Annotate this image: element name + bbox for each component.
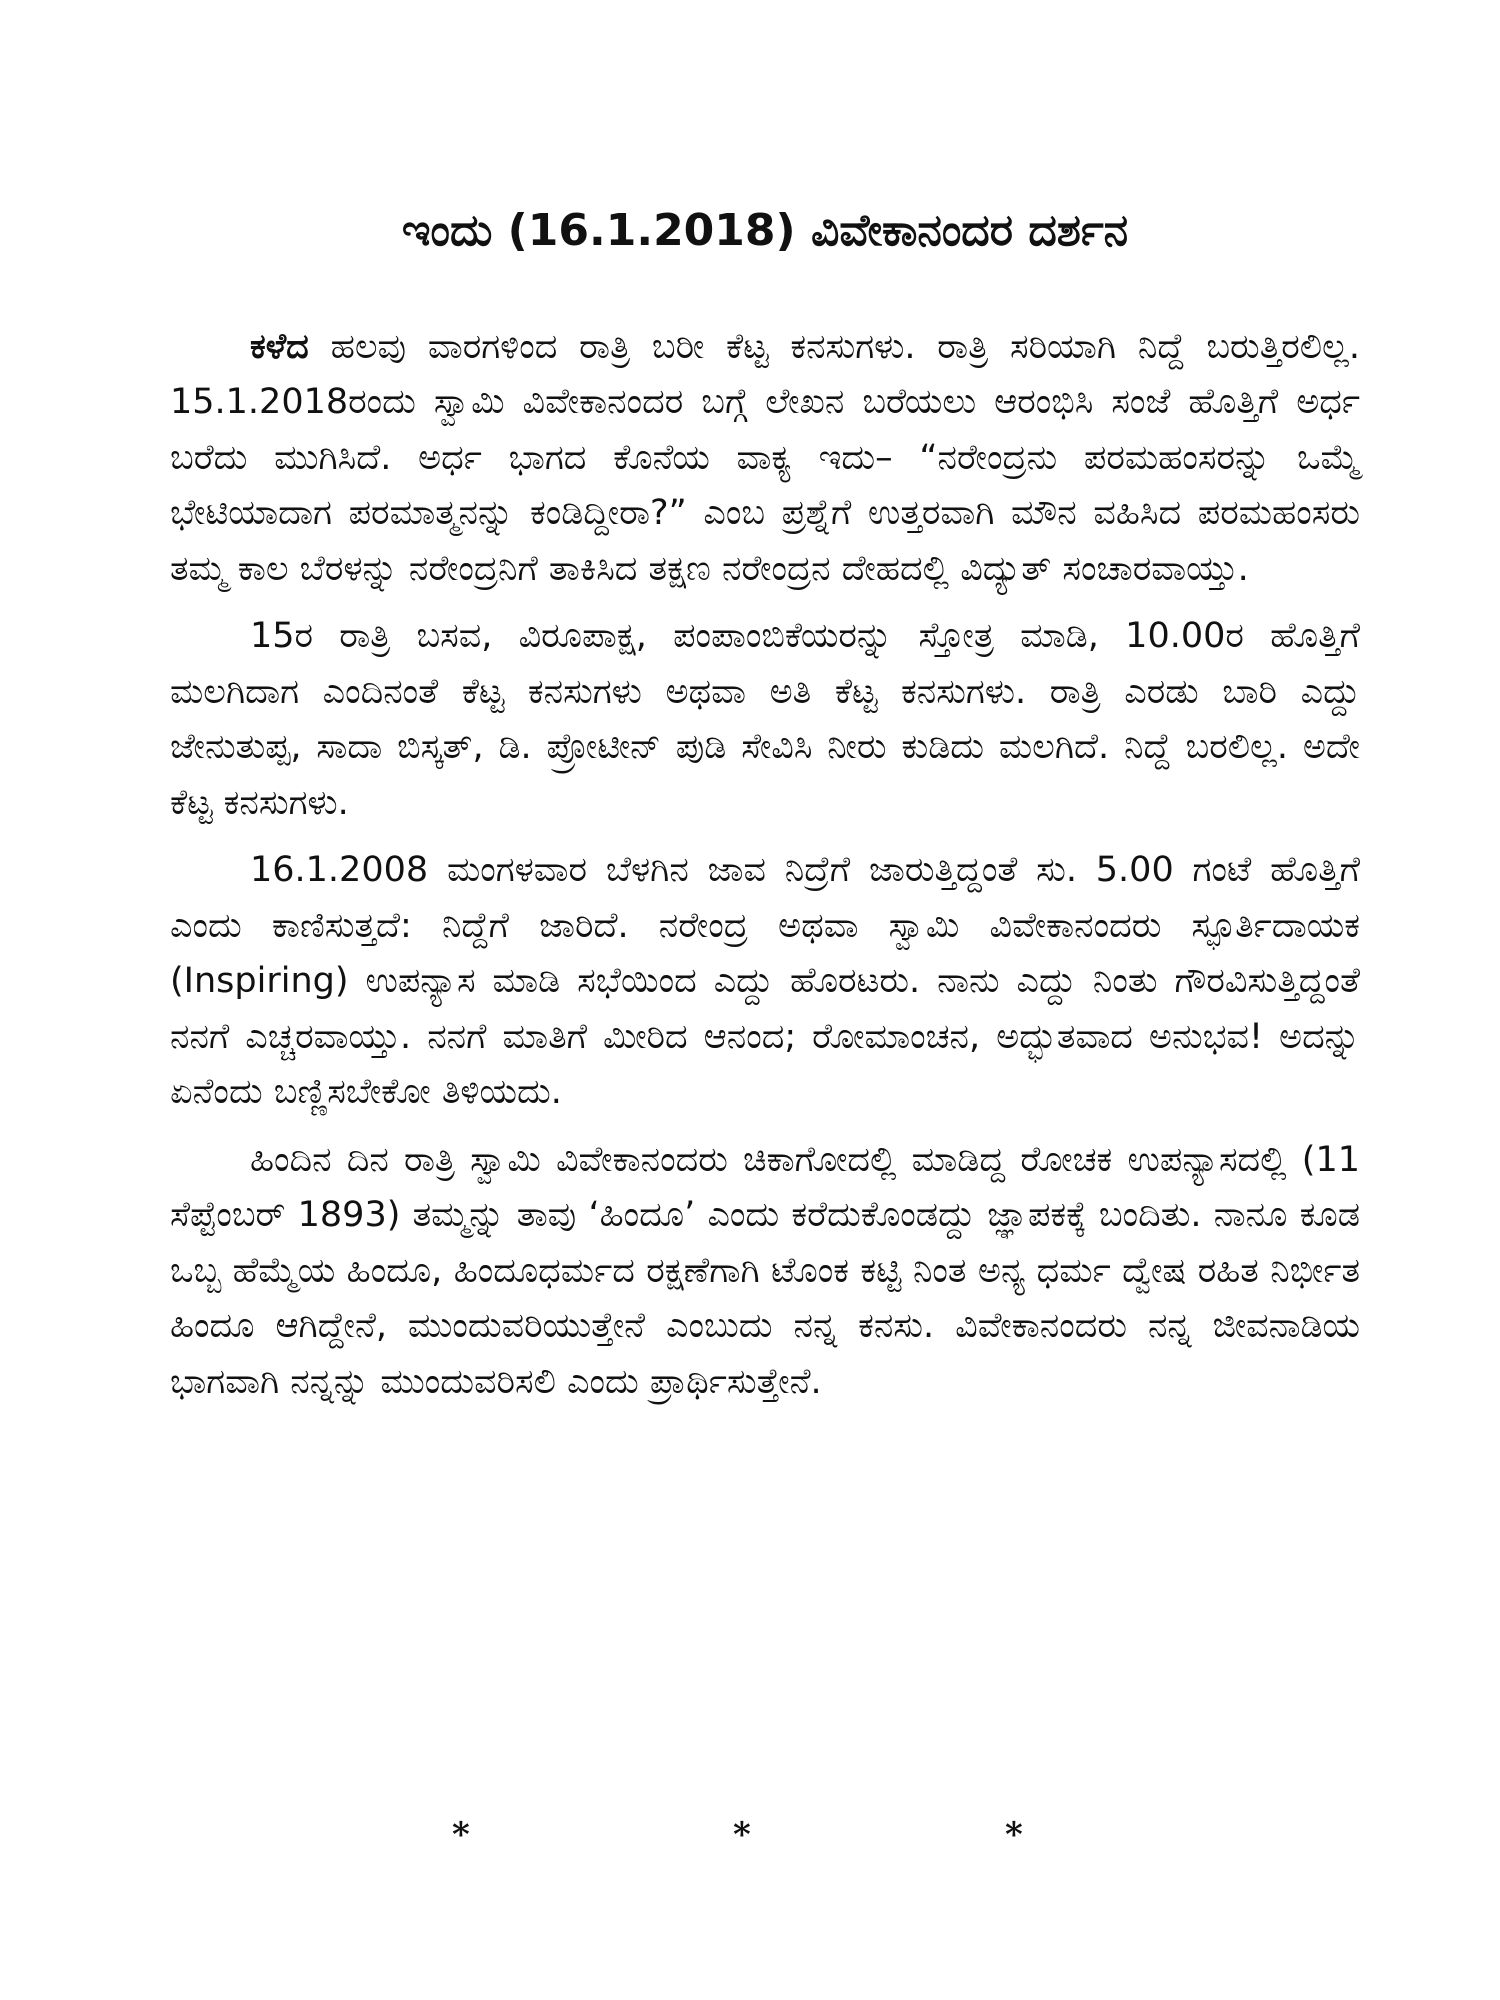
section-separator [170, 1815, 1360, 1855]
paragraph-4: ಹಿಂದಿನ ದಿನ ರಾತ್ರಿ ಸ್ವಾಮಿ ವಿವೇಕಾನಂದರು ಚಿಕಾಗೋದಲ್ಲಿ ಮಾಡಿದ್ದ ರೋಚಕ ಉಪನ್ಯಾಸದಲ್ಲಿ (11 ಸೆಪ್ಟೆಂಬರ್ 1893) ತಮ್ಮನ್ನು ತಾವು ‘ಹಿಂದೂ’ ಎಂದು ಕರೆದುಕೊಂಡದ್ದು ಜ್ಞಾಪಕಕ್ಕೆ ಬಂದಿತು. ನಾನೂ ಕೂಡ ಒಬ್ಬ ಹೆಮ್ಮೆಯ ಹಿಂದೂ, ಹಿಂದೂಧರ್ಮದ ರಕ್ಷಣೆಗಾಗಿ ಟೊಂಕ ಕಟ್ಟಿ ನಿಂತ ಅನ್ಯ ಧರ್ಮ ದ್ವೇಷ ರಹಿತ ನಿರ್ಭೀತ ಹಿಂದೂ ಆಗಿದ್ದೇನೆ, ಮುಂದುವರಿಯುತ್ತೇನೆ ಎಂಬುದು ನನ್ನ ಕನಸು. ವಿವೇಕಾನಂದರು ನನ್ನ ಜೀವನಾಡಿಯ ಭಾಗವಾಗಿ ನನ್ನನ್ನು ಮುಂದುವರಿಸಲಿ ಎಂದು ಪ್ರಾರ್ಥಿಸುತ್ತೇನೆ. [170, 1139, 1360, 1402]
paragraph-1-text: ಹಲವು ವಾರಗಳಿಂದ ರಾತ್ರಿ ಬರೀ ಕೆಟ್ಟ ಕನಸುಗಳು. ರಾತ್ರಿ ಸರಿಯಾಗಿ ನಿದ್ದೆ ಬರುತ್ತಿರಲಿಲ್ಲ. 15.1.2018ರಂದು ಸ್ವಾಮಿ ವಿವೇಕಾನಂದರ ಬಗ್ಗೆ ಲೇಖನ ಬರೆಯಲು ಆರಂಭಿಸಿ ಸಂಜೆ ಹೊತ್ತಿಗೆ ಅರ್ಧ ಬರೆದು ಮುಗಿಸಿದೆ. ಅರ್ಧ ಭಾಗದ ಕೊನೆಯ ವಾಕ್ಯ ಇದು– “ನರೇಂದ್ರನು ಪರಮಹಂಸರನ್ನು ಒಮ್ಮೆ ಭೇಟಿಯಾದಾಗ ಪರಮಾತ್ಮನನ್ನು ಕಂಡಿದ್ದೀರಾ?” ಎಂಬ ಪ್ರಶ್ನೆಗೆ ಉತ್ತರವಾಗಿ ಮೌನ ವಹಿಸಿದ ಪರಮಹಂಸರು ತಮ್ಮ ಕಾಲ ಬೆರಳನ್ನು ನರೇಂದ್ರನಿಗೆ ತಾಕಿಸಿದ ತಕ್ಷಣ ನರೇಂದ್ರನ ದೇಹದಲ್ಲಿ ವಿದ್ಯುತ್ ಸಂಚಾರವಾಯ್ತು. [170, 326, 1360, 589]
separator-star: * [733, 1815, 751, 1855]
paragraph-lead-word: ಕಳೆದ [250, 326, 309, 367]
paragraph-2: 15ರ ರಾತ್ರಿ ಬಸವ, ವಿರೂಪಾಕ್ಷ, ಪಂಪಾಂಬಿಕೆಯರನ್ನು ಸ್ತೋತ್ರ ಮಾಡಿ, 10.00ರ ಹೊತ್ತಿಗೆ ಮಲಗಿದಾಗ ಎಂದಿನಂತೆ ಕೆಟ್ಟ ಕನಸುಗಳು ಅಥವಾ ಅತಿ ಕೆಟ್ಟ ಕನಸುಗಳು. ರಾತ್ರಿ ಎರಡು ಬಾರಿ ಎದ್ದು ಜೇನುತುಪ್ಪ, ಸಾದಾ ಬಿಸ್ಕತ್, ಡಿ. ಪ್ರೋಟೀನ್ ಪುಡಿ ಸೇವಿಸಿ ನೀರು ಕುಡಿದು ಮಲಗಿದೆ. ನಿದ್ದೆ ಬರಲಿಲ್ಲ. ಅದೇ ಕೆಟ್ಟ ಕನಸುಗಳು. [170, 616, 1360, 823]
paragraph-1 [170, 320, 1360, 598]
page-title: ಇಂದು (16.1.2018) ವಿವೇಕಾನಂದರ ದರ್ಶನ [401, 205, 1129, 256]
separator-star: * [452, 1815, 470, 1855]
paragraph-3: 16.1.2008 ಮಂಗಳವಾರ ಬೆಳಗಿನ ಜಾವ ನಿದ್ರೆಗೆ ಜಾರುತ್ತಿದ್ದಂತೆ ಸು. 5.00 ಗಂಟೆ ಹೊತ್ತಿಗೆ ಎಂದು ಕಾಣಿಸುತ್ತದೆ: ನಿದ್ದೆಗೆ ಜಾರಿದೆ. ನರೇಂದ್ರ ಅಥವಾ ಸ್ವಾಮಿ ವಿವೇಕಾನಂದರು ಸ್ಫೂರ್ತಿದಾಯಕ (Inspiring) ಉಪನ್ಯಾಸ ಮಾಡಿ ಸಭೆಯಿಂದ ಎದ್ದು ಹೊರಟರು. ನಾನು ಎದ್ದು ನಿಂತು ಗೌರವಿಸುತ್ತಿದ್ದಂತೆ ನನಗೆ ಎಚ್ಚರವಾಯ್ತು. ನನಗೆ ಮಾತಿಗೆ ಮೀರಿದ ಆನಂದ; ರೋಮಾಂಚನ, ಅದ್ಭುತವಾದ ಅನುಭವ! ಅದನ್ನು ಏನೆಂದು ಬಣ್ಣಿಸಬೇಕೋ ತಿಳಿಯದು. [170, 850, 1360, 1113]
separator-star: * [1005, 1815, 1023, 1855]
document-page [170, 205, 1360, 1855]
